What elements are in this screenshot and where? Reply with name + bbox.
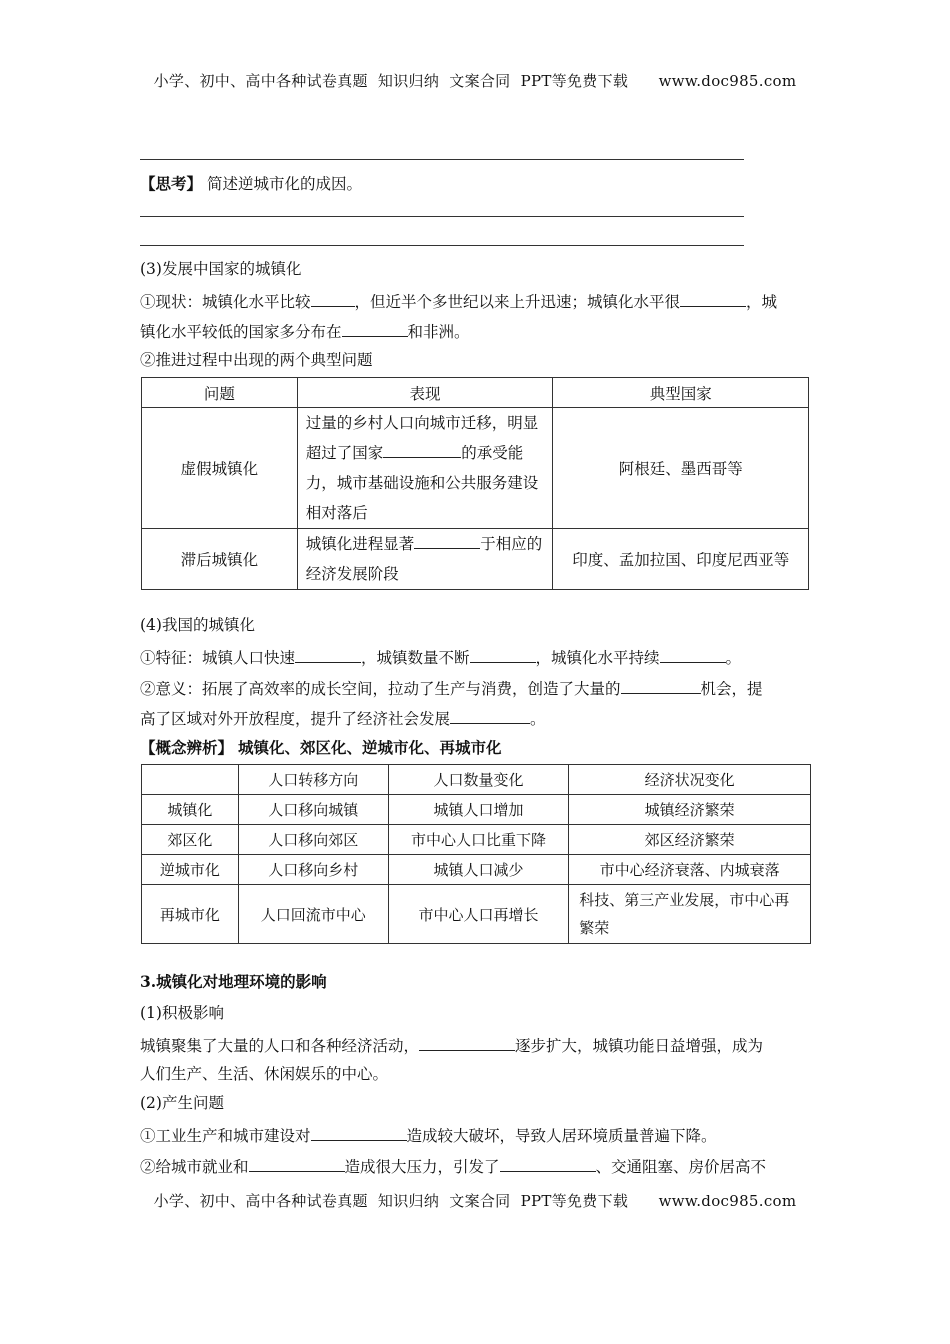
status-text-a: ①现状：城镇化水平比较 xyxy=(140,293,311,311)
concept-heading xyxy=(140,738,812,758)
table-cell: 科技、第三产业发展，市中心再繁荣 xyxy=(569,885,811,944)
header-cell: 表现 xyxy=(297,378,553,408)
page-header: 小学、初中、高中各种试卷真题 知识归纳 文案合同 PPT等免费下载 www.doc985.com xyxy=(153,72,797,90)
typical-countries: 阿根廷、墨西哥等 xyxy=(553,408,809,529)
status-line-1 xyxy=(140,290,812,312)
answer-line xyxy=(140,159,744,160)
table-row xyxy=(142,529,809,590)
desc-text: 过量的乡村人口向城市迁移，明显超过了国家 xyxy=(305,414,539,462)
problems-title: ②推进过程中出现的两个典型问题 xyxy=(140,351,373,369)
header-cell: 问题 xyxy=(142,378,298,408)
desc-text: 于相应的经济发展阶段 xyxy=(305,535,543,583)
fill-blank xyxy=(660,646,726,663)
positive-line-2: 人们生产、生活、休闲娱乐的中心。 xyxy=(140,1065,389,1083)
fill-blank xyxy=(500,1155,596,1172)
concept-comparison-table xyxy=(141,764,811,944)
table-row xyxy=(142,795,811,825)
header-cell: 人口转移方向 xyxy=(238,765,388,795)
table-row xyxy=(142,885,811,944)
problem-text: 造成较大破坏，导致人居环境质量普遍下降。 xyxy=(406,1127,717,1145)
status-text-b: ，但近半个多世纪以来上升迅速；城镇化水平很 xyxy=(354,293,681,311)
problem-text: ②给城市就业和 xyxy=(140,1158,249,1176)
header-cell: 人口数量变化 xyxy=(388,765,569,795)
fill-blank xyxy=(311,1124,407,1141)
features-line xyxy=(140,646,812,668)
feat-text: ①特征：城镇人口快速 xyxy=(140,649,296,667)
problem-desc xyxy=(297,529,553,590)
table-cell: 郊区经济繁荣 xyxy=(569,825,811,855)
thinking-text: 简述逆城市化的成因。 xyxy=(206,175,362,193)
section-4-title: (4)我国的城镇化 xyxy=(140,616,255,634)
table-cell: 郊区化 xyxy=(142,825,239,855)
table-cell: 城镇人口增加 xyxy=(388,795,569,825)
table-cell: 人口回流市中心 xyxy=(238,885,388,944)
concept-text: 城镇化、郊区化、逆城市化、再城市化 xyxy=(237,738,502,757)
sig-text: 高了区域对外开放程度，提升了经济社会发展 xyxy=(140,710,451,728)
fill-blank xyxy=(342,320,408,337)
table-cell: 市中心人口再增长 xyxy=(388,885,569,944)
significance-line-2 xyxy=(140,707,812,729)
section-3-title: (3)发展中国家的城镇化 xyxy=(140,260,302,278)
thinking-question xyxy=(140,174,812,194)
problem-text: 、交通阻塞、房价居高不 xyxy=(595,1158,767,1176)
pos-text: 逐步扩大，城镇功能日益增强，成为 xyxy=(515,1037,764,1055)
table-cell: 市中心经济衰落、内城衰落 xyxy=(569,855,811,885)
problem-text: ①工业生产和城市建设对 xyxy=(140,1127,311,1145)
part-3-title: 3.城镇化对地理环境的影响 xyxy=(140,972,327,991)
problem-name: 滞后城镇化 xyxy=(142,529,298,590)
table-row xyxy=(142,855,811,885)
status-text-e: 和非洲。 xyxy=(407,323,470,341)
table-row xyxy=(142,408,809,529)
table-cell: 城镇人口减少 xyxy=(388,855,569,885)
header-cell: 典型国家 xyxy=(553,378,809,408)
status-text-c: ，城 xyxy=(746,293,778,311)
table-row xyxy=(142,825,811,855)
fill-blank xyxy=(419,1034,515,1051)
fill-blank xyxy=(311,290,355,307)
fill-blank xyxy=(680,290,746,307)
table-cell: 逆城市化 xyxy=(142,855,239,885)
problem-line-2 xyxy=(140,1155,812,1177)
problem-title: (2)产生问题 xyxy=(140,1094,224,1112)
answer-line xyxy=(140,245,744,246)
problem-line-1 xyxy=(140,1124,812,1146)
fill-blank xyxy=(383,441,461,458)
table-cell: 市中心人口比重下降 xyxy=(388,825,569,855)
fill-blank xyxy=(414,532,480,549)
typical-countries: 印度、孟加拉国、印度尼西亚等 xyxy=(553,529,809,590)
table-cell: 人口移向城镇 xyxy=(238,795,388,825)
table-cell: 城镇化 xyxy=(142,795,239,825)
problem-desc xyxy=(297,408,553,529)
table-cell: 再城市化 xyxy=(142,885,239,944)
table-header-row xyxy=(142,378,809,408)
problem-text: 造成很大压力，引发了 xyxy=(344,1158,500,1176)
significance-line-1 xyxy=(140,677,812,699)
feat-text: ，城镇数量不断 xyxy=(361,649,470,667)
table-cell: 人口移向乡村 xyxy=(238,855,388,885)
pos-text: 城镇聚集了大量的人口和各种经济活动， xyxy=(140,1037,420,1055)
positive-line-1 xyxy=(140,1034,812,1056)
feat-text: 。 xyxy=(725,649,742,667)
header-cell xyxy=(142,765,239,795)
table-header-row xyxy=(142,765,811,795)
positive-title: (1)积极影响 xyxy=(140,1004,224,1022)
fill-blank xyxy=(295,646,361,663)
desc-text: 城镇化进程显著 xyxy=(305,535,415,553)
table-cell: 城镇经济繁荣 xyxy=(569,795,811,825)
sig-text: 。 xyxy=(530,710,546,728)
page-footer: 小学、初中、高中各种试卷真题 知识归纳 文案合同 PPT等免费下载 www.doc985.com xyxy=(153,1192,797,1210)
status-text-d: 镇化水平较低的国家多分布在 xyxy=(140,323,342,341)
urbanization-problems-table xyxy=(141,377,809,590)
thinking-label: 【思考】 xyxy=(140,174,203,193)
sig-text: ②意义：拓展了高效率的成长空间，拉动了生产与消费，创造了大量的 xyxy=(140,680,621,698)
header-cell: 经济状况变化 xyxy=(569,765,811,795)
table-cell: 人口移向郊区 xyxy=(238,825,388,855)
answer-line xyxy=(140,216,744,217)
feat-text: ，城镇化水平持续 xyxy=(535,649,660,667)
status-line-2 xyxy=(140,320,812,342)
problem-name: 虚假城镇化 xyxy=(142,408,298,529)
sig-text: 机会，提 xyxy=(700,680,763,698)
fill-blank xyxy=(450,707,530,724)
fill-blank xyxy=(249,1155,345,1172)
concept-label: 【概念辨析】 xyxy=(140,738,234,757)
fill-blank xyxy=(621,677,701,694)
desc-text: 的承受能力，城市基础设施和公共服务建设相对落后 xyxy=(305,444,539,522)
fill-blank xyxy=(470,646,536,663)
